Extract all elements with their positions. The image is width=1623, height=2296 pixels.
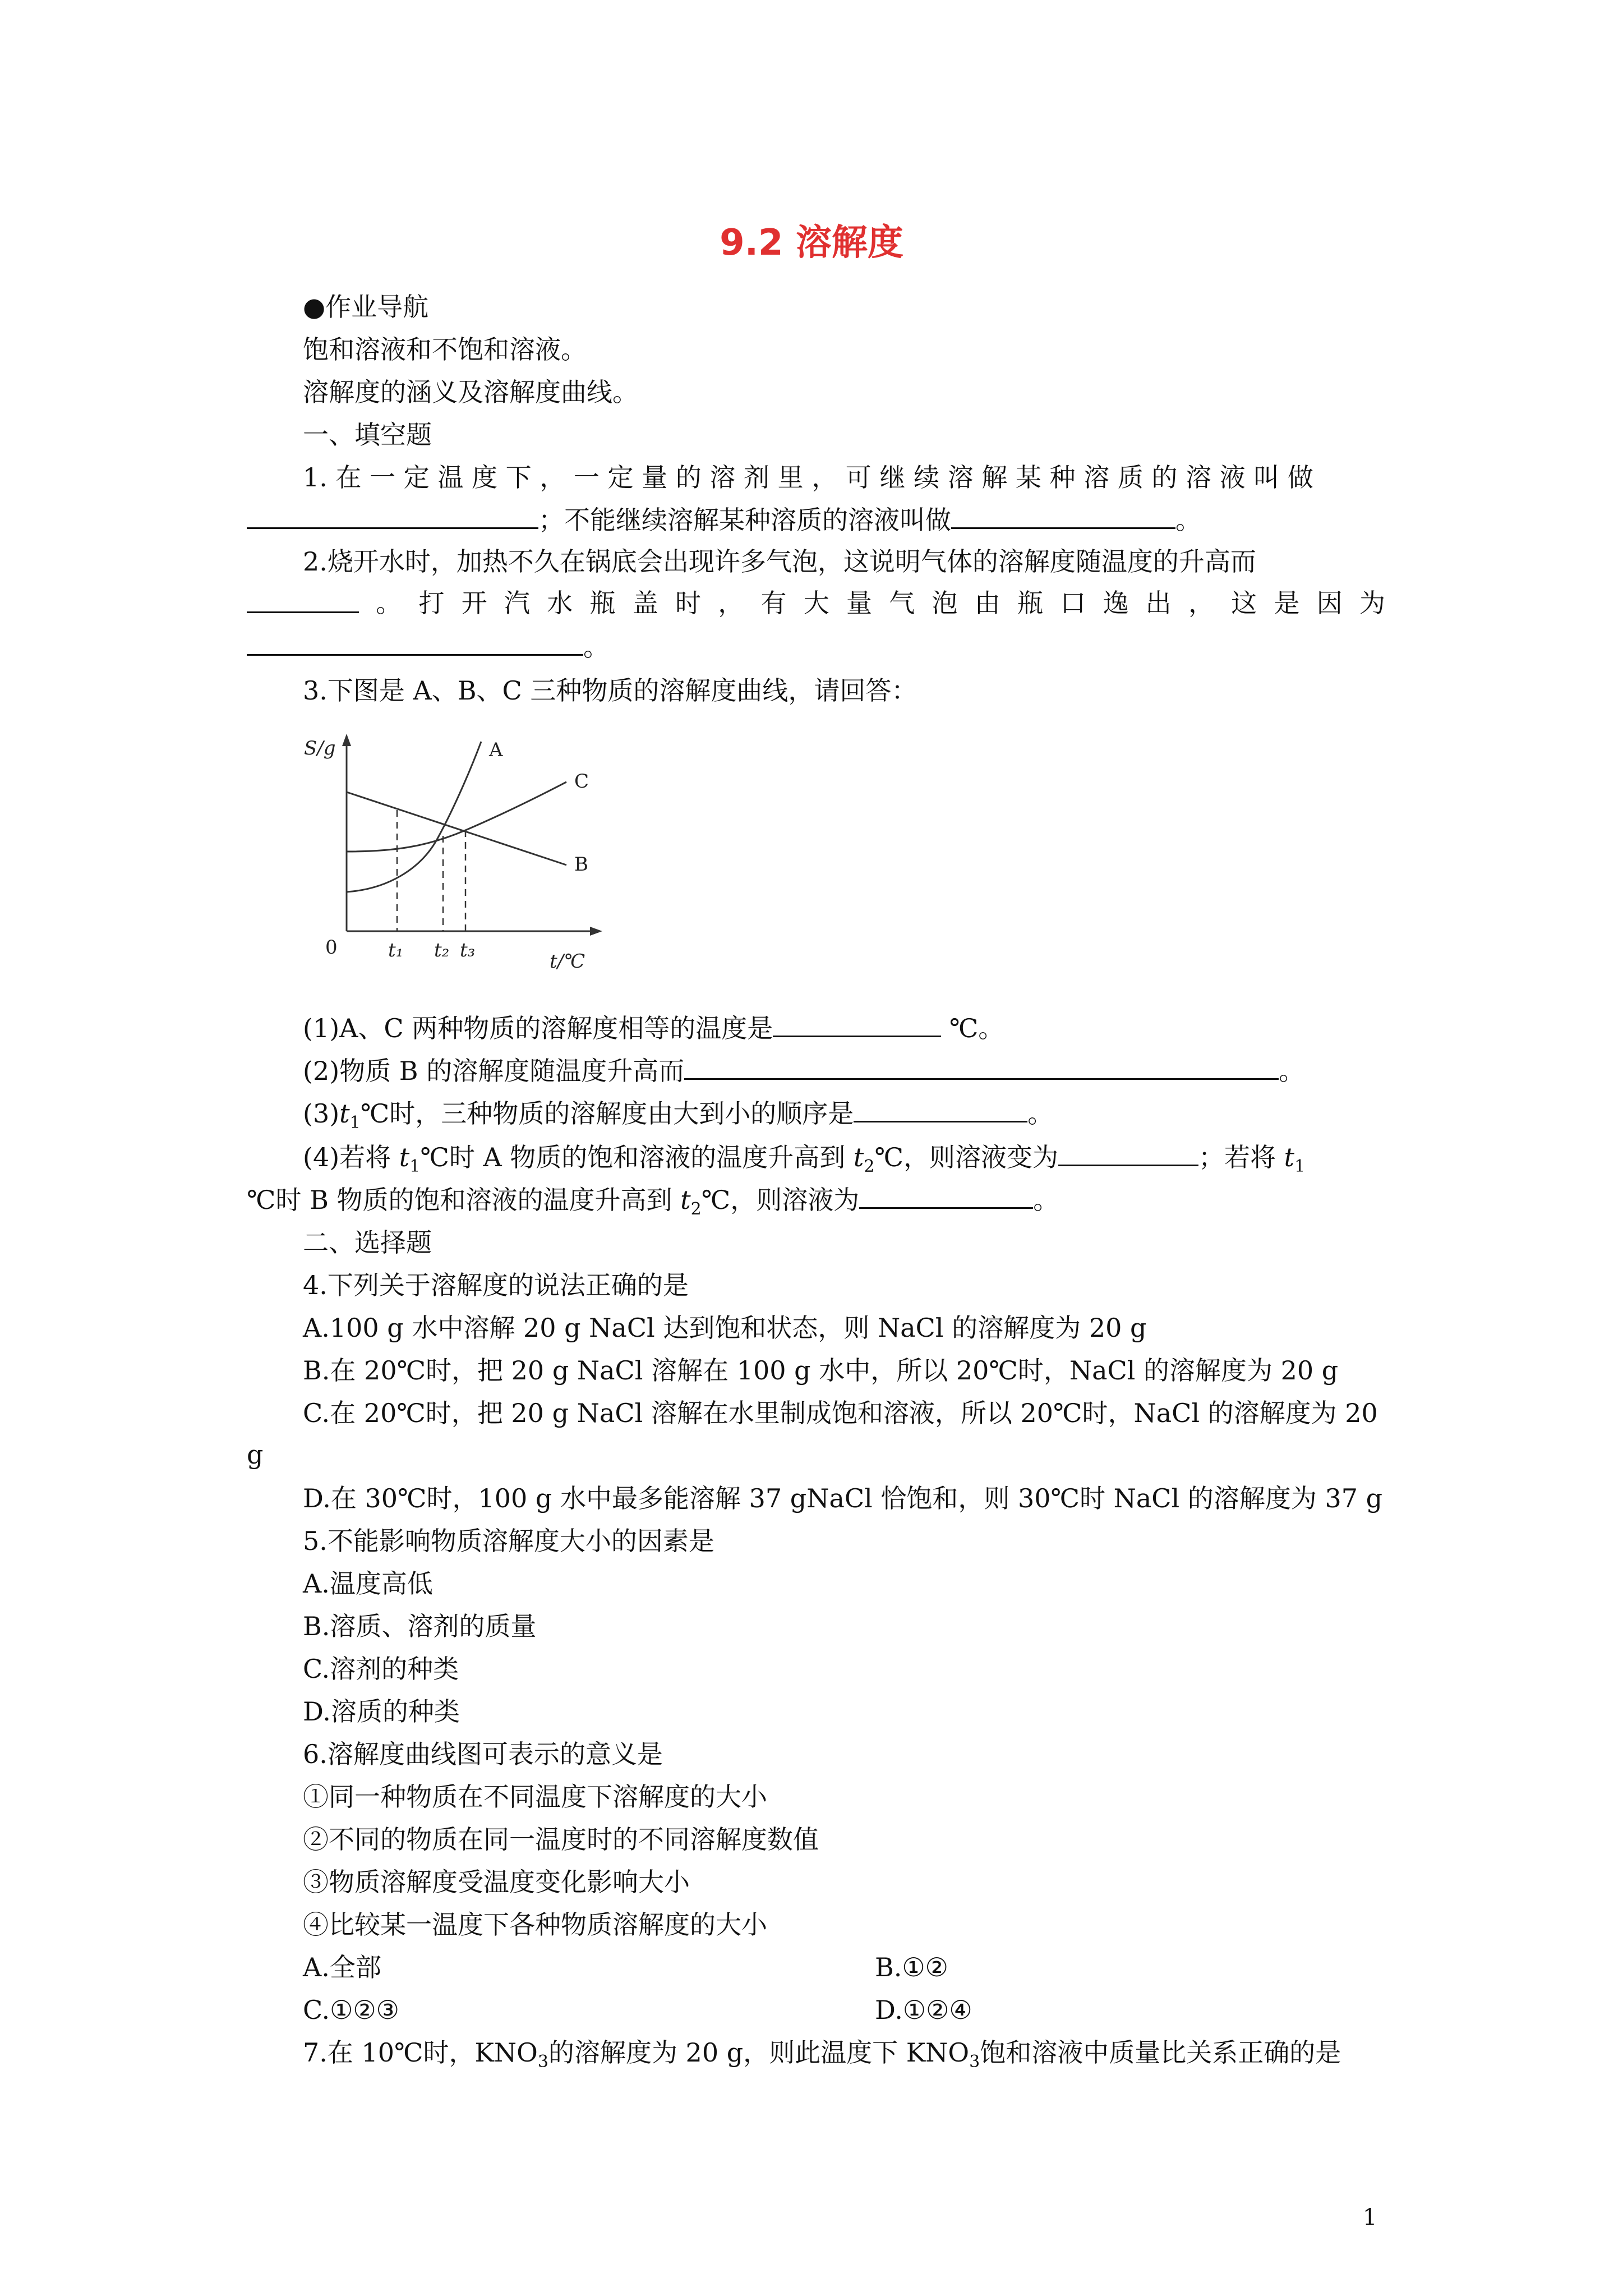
q1-line1: 1. 在 一 定 温 度 下 ， 一 定 量 的 溶 剂 里 ， 可 继 续 溶 解 某 种 溶 质 的 溶 液 叫 做 — [303, 462, 1313, 493]
origin-label: 0 — [325, 936, 338, 959]
tick-label: t₁ — [388, 939, 404, 961]
q5-option-d[interactable]: D.溶质的种类 — [303, 1696, 460, 1727]
curve-a — [347, 742, 481, 892]
answer-blank[interactable] — [1058, 1139, 1198, 1166]
x-axis-label: t/℃ — [550, 950, 585, 973]
y-axis-label: S/g — [304, 737, 336, 760]
q6-item: ④比较某一温度下各种物质溶解度的大小 — [303, 1910, 767, 1940]
q4-option-d[interactable]: D.在 30℃时，100 g 水中最多能溶解 37 gNaCl 恰饱和，则 30℃时 NaCl 的溶解度为 37 g — [303, 1483, 1383, 1513]
q7-stem: 7.在 10℃时，$KNO_3$的溶解度为 20 g，则此温度下 $KNO_3$饱和溶液中质量比关系正确的是 — [303, 2037, 1341, 2072]
q6-option-c[interactable]: C.①②③ — [303, 1995, 399, 2025]
q4-option-c-cont: g — [247, 1439, 264, 1470]
answer-blank[interactable] — [773, 1010, 941, 1037]
tick-label: t₂ — [434, 939, 450, 961]
q6-item: ①同一种物质在不同温度下溶解度的大小 — [303, 1782, 767, 1812]
guide-heading: ●作业导航 — [303, 292, 429, 322]
curve-label-b: B — [574, 853, 588, 876]
q5-option-b[interactable]: B.溶质、溶剂的质量 — [303, 1611, 537, 1641]
q4-option-c[interactable]: C.在 20℃时，把 20 g NaCl 溶解在水里制成饱和溶液，所以 20℃时，NaCl 的溶解度为 20 — [303, 1398, 1378, 1428]
q3-sub2: (2)物质 B 的溶解度随温度升高而 。 — [303, 1052, 1304, 1088]
q5-option-a[interactable]: A.温度高低 — [303, 1568, 433, 1599]
answer-blank[interactable] — [247, 586, 359, 613]
answer-blank[interactable] — [951, 501, 1175, 529]
x-axis-arrow — [590, 927, 602, 936]
q4-stem: 4.下列关于溶解度的说法正确的是 — [303, 1270, 689, 1300]
answer-blank[interactable] — [247, 628, 583, 656]
q6-option-a[interactable]: A.全部 — [303, 1952, 381, 1982]
q4-option-b[interactable]: B.在 20℃时，把 20 g NaCl 溶解在 100 g 水中，所以 20℃时，NaCl 的溶解度为 20 g — [303, 1355, 1339, 1386]
q3-sub1: (1)A、C 两种物质的溶解度相等的温度是 ℃。 — [303, 1010, 1004, 1046]
curve-b — [347, 792, 566, 865]
answer-blank[interactable] — [854, 1095, 1027, 1122]
q4-option-a[interactable]: A.100 g 水中溶解 20 g NaCl 达到饱和状态，则 NaCl 的溶解度为 20 g — [303, 1313, 1147, 1343]
answer-blank[interactable] — [247, 501, 538, 529]
guide-item: 溶解度的涵义及溶解度曲线。 — [303, 377, 638, 407]
q2-line2: 。 打 开 汽 水 瓶 盖 时 ， 有 大 量 气 泡 由 瓶 口 逸 出 ， 这 是 因 为 — [247, 586, 1385, 620]
q2-line1: 2.烧开水时，加热不久在锅底会出现许多气泡，这说明气体的溶解度随温度的升高而 — [303, 546, 1256, 577]
answer-blank[interactable] — [684, 1052, 1279, 1080]
guide-item: 饱和溶液和不饱和溶液。 — [303, 334, 587, 365]
y-axis-arrow — [342, 734, 351, 746]
curve-c — [347, 782, 566, 852]
page-number: 1 — [1363, 2205, 1377, 2230]
q5-stem: 5.不能影响物质溶解度大小的因素是 — [303, 1526, 714, 1556]
section-heading-fill: 一、填空题 — [303, 420, 432, 450]
q3-sub3: $(3)t_1℃$时，三种物质的溶解度由大到小的顺序是 。 — [303, 1095, 1053, 1140]
tick-label: t₃ — [460, 939, 476, 961]
q3-sub4-line1: (4)若将 $t_1℃$时 A 物质的饱和溶液的温度升高到 $t_2℃$，则溶液变为 ；若将 $t_1$ — [303, 1139, 1305, 1184]
q3-sub4-line2: ℃时 B 物质的饱和溶液的温度升高到 $t_2℃$，则溶液为 。 — [247, 1181, 1059, 1227]
q6-stem: 6.溶解度曲线图可表示的意义是 — [303, 1739, 663, 1769]
q3-intro: 3.下图是 A、B、C 三种物质的溶解度曲线，请回答： — [303, 675, 917, 706]
q6-option-d[interactable]: D.①②④ — [875, 1995, 972, 2025]
q2-line3: 。 — [247, 628, 609, 664]
q6-option-b[interactable]: B.①② — [875, 1952, 948, 1982]
curve-label-a: A — [489, 739, 503, 761]
q1-line2: ；不能继续溶解某种溶质的溶液叫做 。 — [247, 501, 1201, 537]
section-heading-choice: 二、选择题 — [303, 1227, 432, 1258]
q5-option-c[interactable]: C.溶剂的种类 — [303, 1654, 459, 1684]
answer-blank[interactable] — [859, 1181, 1033, 1209]
page-title: 9.2 溶解度 — [720, 222, 903, 264]
q6-item: ③物质溶解度受温度变化影响大小 — [303, 1867, 690, 1897]
q6-item: ②不同的物质在同一温度时的不同溶解度数值 — [303, 1824, 819, 1855]
solubility-chart — [303, 729, 628, 982]
curve-label-c: C — [574, 770, 589, 793]
